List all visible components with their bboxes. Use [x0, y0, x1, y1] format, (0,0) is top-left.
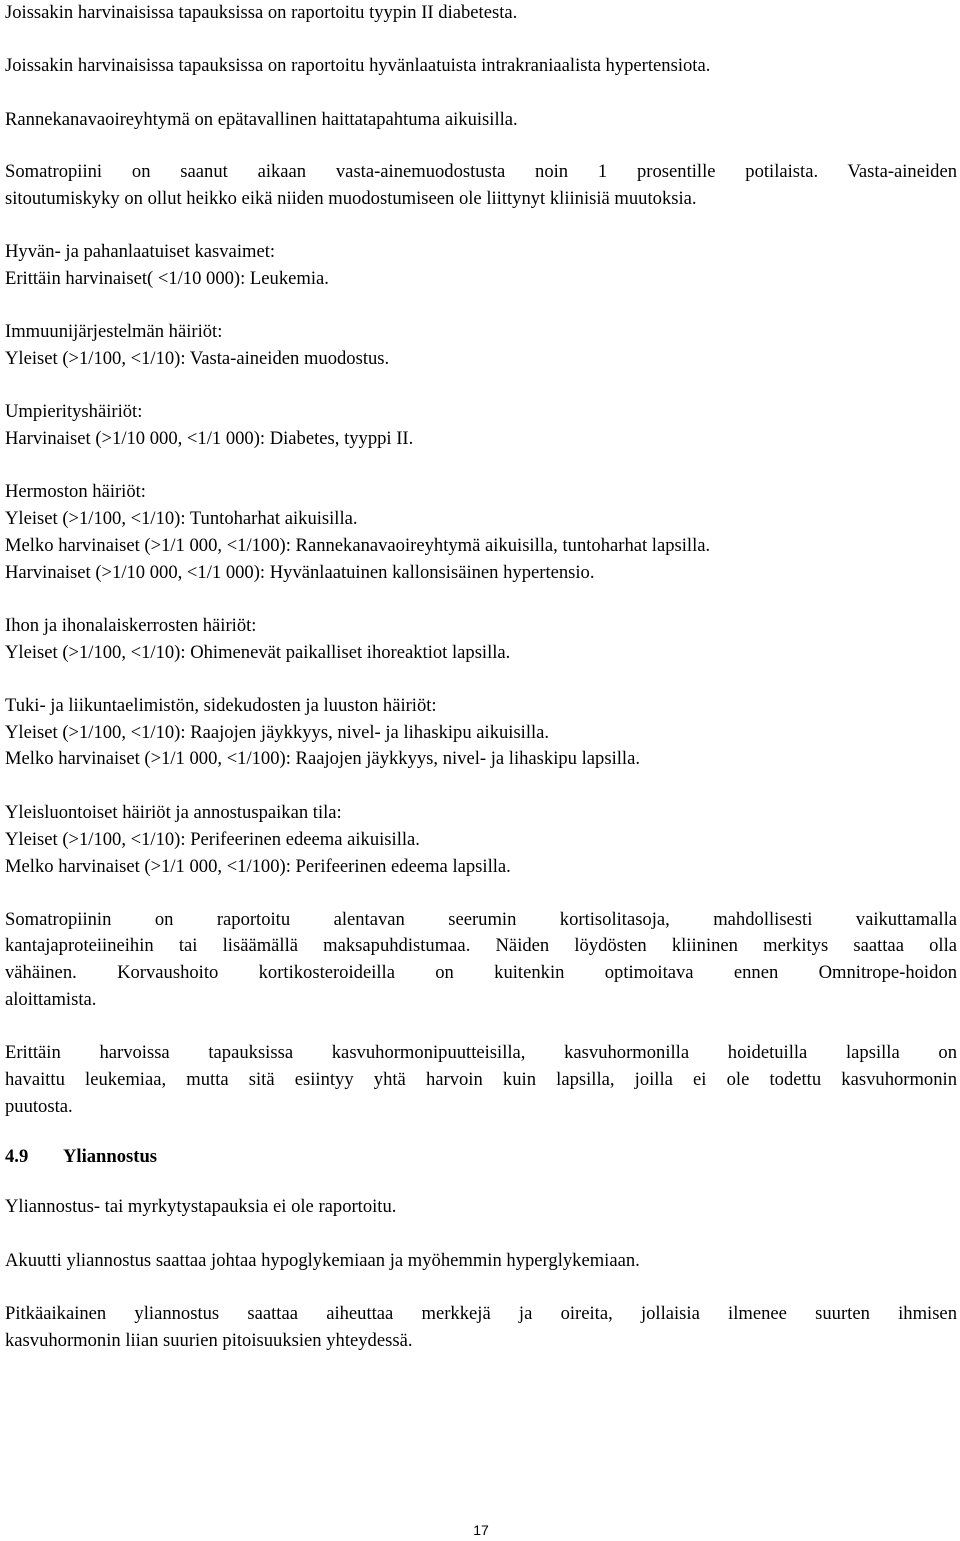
section-heading-skin: Ihon ja ihonalaiskerrosten häiriöt:	[5, 615, 257, 636]
overdose-paragraph-2: Akuutti yliannostus saattaa johtaa hypoglykemiaan ja myöhemmin hyperglykemiaan.	[5, 1250, 640, 1271]
section-heading-nervous: Hermoston häiriöt:	[5, 481, 146, 502]
section-heading-general: Yleisluontoiset häiriöt ja annostuspaikan tila:	[5, 802, 342, 823]
section-heading-overdose	[5, 1147, 157, 1167]
antibody-line-1: Somatropiini on saanut aikaan vasta-ainemuodostusta noin 1 prosentille potilaista. Vasta-aineiden	[5, 161, 957, 182]
section-line-neoplasms: Erittäin harvinaiset( <1/10 000): Leukemia.	[5, 268, 329, 289]
section-line-general-2: Melko harvinaiset (>1/1 000, <1/100): Perifeerinen edeema lapsilla.	[5, 856, 511, 877]
section-heading-neoplasms: Hyvän- ja pahanlaatuiset kasvaimet:	[5, 241, 276, 262]
section-heading-metabolism: Umpierityshäiriöt:	[5, 401, 143, 422]
section-line-musculoskeletal-1: Yleiset (>1/100, <1/10): Raajojen jäykkyys, nivel- ja lihaskipu aikuisilla.	[5, 722, 550, 743]
antibody-line-2: sitoutumiskyky on ollut heikko eikä niiden muodostumiseen ole liittynyt kliinisiä muutoksia.	[5, 188, 697, 209]
overdose-paragraph-1: Yliannostus- tai myrkytystapauksia ei ole raportoitu.	[5, 1196, 397, 1217]
section-line-metabolism: Harvinaiset (>1/10 000, <1/1 000): Diabetes, tyyppi II.	[5, 428, 414, 449]
paragraph-diabetes: Joissakin harvinaisissa tapauksissa on raportoitu tyypin II diabetesta.	[5, 2, 518, 23]
overdose-paragraph-3-line-2: kasvuhormonin liian suurien pitoisuuksien yhteydessä.	[5, 1330, 413, 1351]
leukemia-line-3: puutosta.	[5, 1096, 73, 1117]
cortisol-line-2: kantajaproteiineihin tai lisäämällä maksapuhdistumaa. Näiden löydösten kliininen merkitys saattaa olla	[5, 935, 957, 956]
section-line-general-1: Yleiset (>1/100, <1/10): Perifeerinen edeema aikuisilla.	[5, 829, 420, 850]
section-line-nervous-2: Melko harvinaiset (>1/1 000, <1/100): Rannekanavaoireyhtymä aikuisilla, tuntoharhat lapsilla.	[5, 535, 711, 556]
section-heading-musculoskeletal: Tuki- ja liikuntaelimistön, sidekudosten ja luuston häiriöt:	[5, 695, 437, 716]
cortisol-line-4: aloittamista.	[5, 989, 97, 1010]
leukemia-line-1: Erittäin harvoissa tapauksissa kasvuhormonipuutteisilla, kasvuhormonilla hoidetuilla lapsilla on	[5, 1042, 957, 1063]
section-heading-immune: Immuunijärjestelmän häiriöt:	[5, 321, 223, 342]
overdose-paragraph-3-line-1: Pitkäaikainen yliannostus saattaa aiheuttaa merkkejä ja oireita, jollaisia ilmenee suurten ihmisen	[5, 1303, 957, 1324]
section-title: Yliannostus	[63, 1146, 158, 1167]
leukemia-line-2: havaittu leukemiaa, mutta sitä esiintyy yhtä harvoin kuin lapsilla, joilla ei ole todettu kasvuhormonin	[5, 1069, 957, 1090]
cortisol-line-3: vähäinen. Korvaushoito kortikosteroideilla on kuitenkin optimoitava ennen Omnitrope-hoidon	[5, 962, 957, 983]
section-line-nervous-1: Yleiset (>1/100, <1/10): Tuntoharhat aikuisilla.	[5, 508, 358, 529]
paragraph-carpal-tunnel: Rannekanavaoireyhtymä on epätavallinen haittatapahtuma aikuisilla.	[5, 109, 518, 130]
cortisol-line-1: Somatropiinin on raportoitu alentavan seerumin kortisolitasoja, mahdollisesti vaikuttamalla	[5, 909, 957, 930]
paragraph-hypertension: Joissakin harvinaisissa tapauksissa on raportoitu hyvänlaatuista intrakraniaalista hypertensiota.	[5, 55, 711, 76]
section-line-musculoskeletal-2: Melko harvinaiset (>1/1 000, <1/100): Raajojen jäykkyys, nivel- ja lihaskipu lapsilla.	[5, 748, 640, 769]
section-line-nervous-3: Harvinaiset (>1/10 000, <1/1 000): Hyvänlaatuinen kallonsisäinen hypertensio.	[5, 562, 595, 583]
section-line-immune: Yleiset (>1/100, <1/10): Vasta-aineiden muodostus.	[5, 348, 390, 369]
section-line-skin: Yleiset (>1/100, <1/10): Ohimenevät paikalliset ihoreaktiot lapsilla.	[5, 642, 511, 663]
page-number: 17	[473, 1522, 489, 1538]
section-number: 4.9	[5, 1146, 29, 1167]
